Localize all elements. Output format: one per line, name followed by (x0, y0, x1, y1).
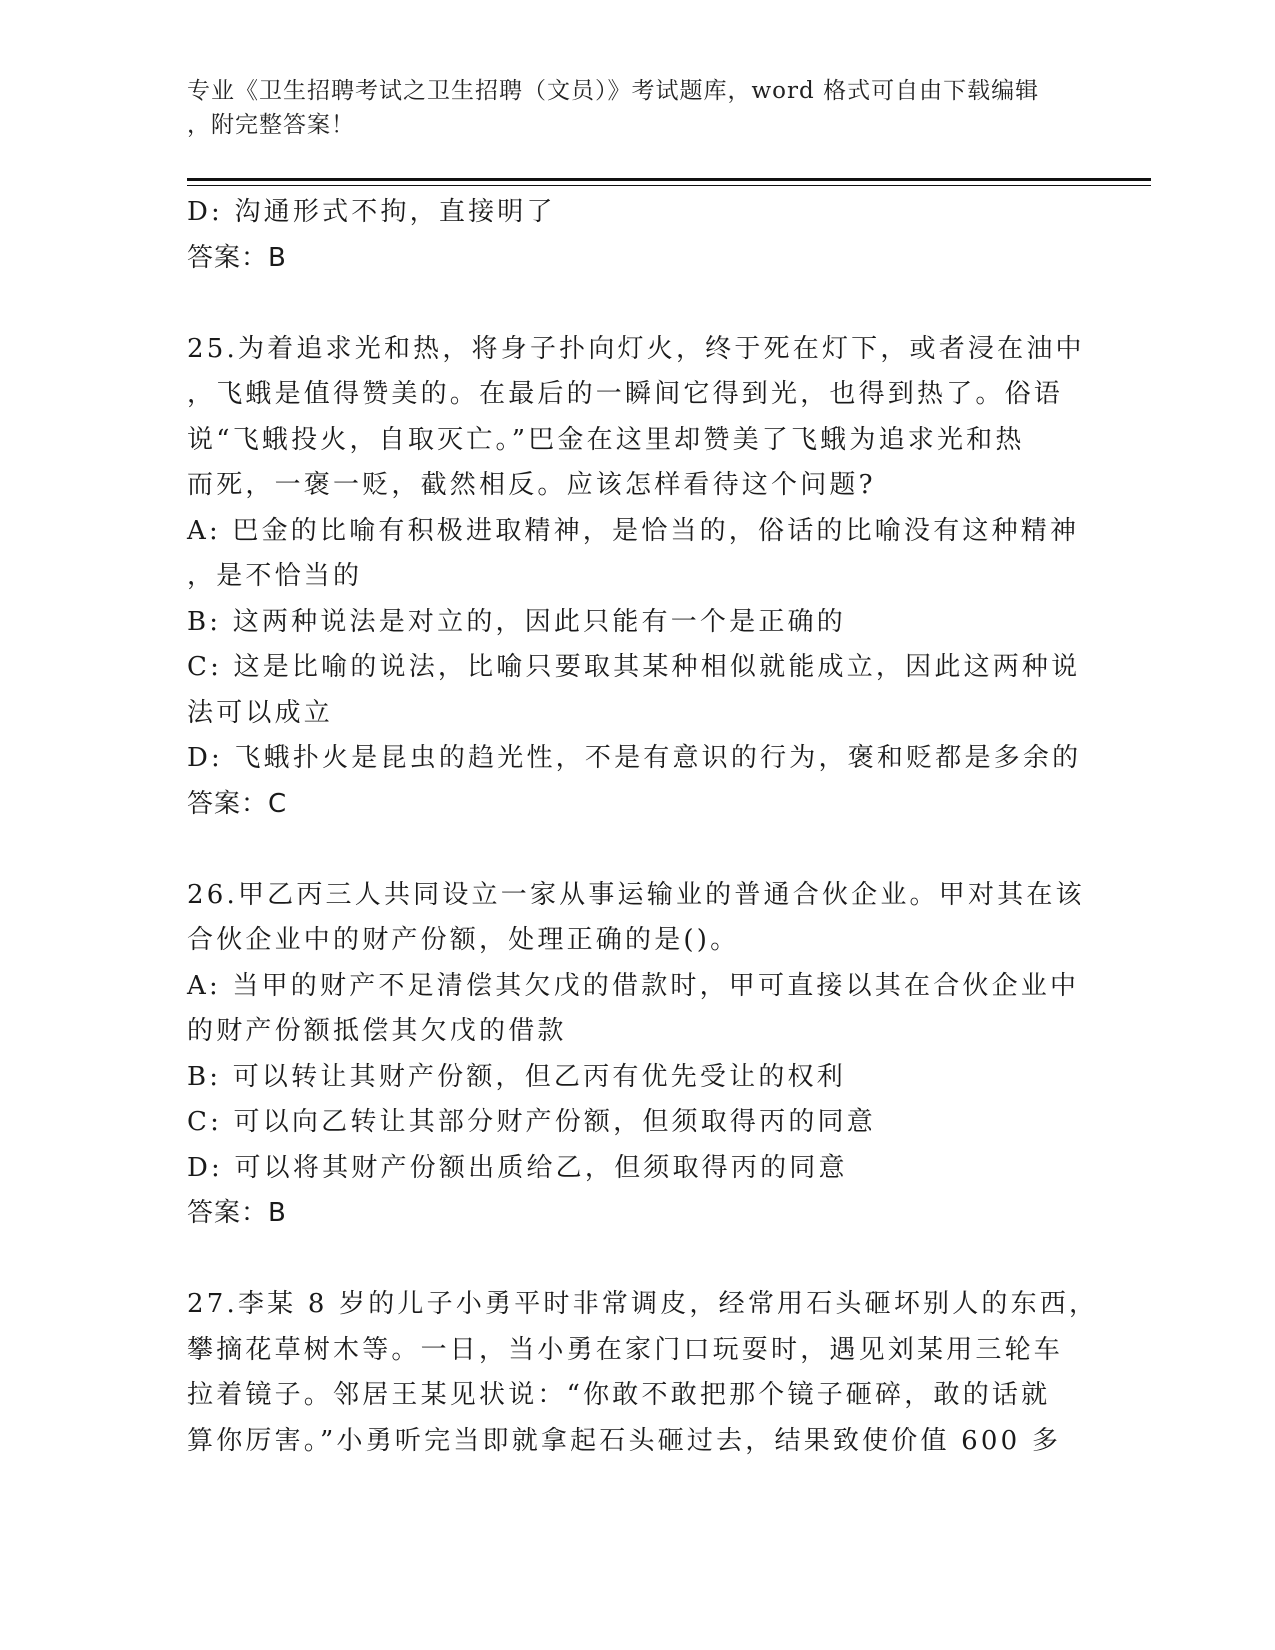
question-stem-line: 说“飞蛾投火，自取灭亡。”巴金在这里却赞美了飞蛾为追求光和热 (187, 424, 1025, 455)
option-b: B: 这两种说法是对立的，因此只能有一个是正确的 (187, 606, 846, 637)
question-stem-line: 26.甲乙丙三人共同设立一家从事运输业的普通合伙企业。甲对其在该 (187, 879, 1085, 910)
header-line-1: 专业《卫生招聘考试之卫生招聘（文员）》考试题库，word 格式可自由下载编辑 (187, 78, 1040, 104)
option-c: C: 这是比喻的说法，比喻只要取其某种相似就能成立，因此这两种说 (187, 652, 1081, 682)
question-stem-line: 27.李某 8 岁的儿子小勇平时非常调皮，经常用石头砸坏别人的东西， (187, 1289, 1099, 1319)
option-b: B: 可以转让其财产份额，但乙丙有优先受让的权利 (187, 1061, 846, 1092)
question-stem-line: 拉着镜子。邻居王某见状说：“你敢不敢把那个镜子砸碎，敢的话就 (187, 1380, 1051, 1410)
previous-question-tail (187, 190, 1087, 281)
question-stem-line: 合伙企业中的财产份额，处理正确的是()。 (187, 925, 740, 955)
question-stem-line: ，飞蛾是值得赞美的。在最后的一瞬间它得到光，也得到热了。俗语 (187, 379, 1064, 409)
question-stem-line: 25.为着追求光和热，将身子扑向灯火，终于死在灯下，或者浸在油中 (187, 333, 1085, 364)
question-stem-line: 攀摘花草树木等。一日，当小勇在家门口玩耍时，遇见刘某用三轮车 (187, 1334, 1064, 1365)
question-27 (187, 1282, 1099, 1464)
document-header (187, 74, 1067, 142)
spacer (187, 281, 1087, 327)
header-rule-thin (187, 185, 1151, 186)
answer-line: 答案：C (187, 788, 288, 819)
option-a-continued: 的财产份额抵偿其欠戊的借款 (187, 1016, 567, 1046)
question-content (187, 190, 1099, 1464)
answer-line: 答案：B (187, 242, 287, 273)
question-stem-line: 算你厉害。”小勇听完当即就拿起石头砸过去，结果致使价值 600 多 (187, 1425, 1062, 1456)
spacer (187, 827, 1087, 873)
option-d: D: 飞蛾扑火是昆虫的趋光性，不是有意识的行为，褒和贬都是多余的 (187, 743, 1082, 773)
question-stem-line: 而死，一褒一贬，截然相反。应该怎样看待这个问题? (187, 470, 876, 500)
header-rule-thick (187, 178, 1151, 181)
option-a-continued: ，是不恰当的 (187, 561, 363, 591)
option-d: D: 可以将其财产份额出质给乙，但须取得丙的同意 (187, 1152, 848, 1183)
spacer (187, 1237, 1087, 1283)
answer-line: 答案：B (187, 1198, 287, 1228)
header-line-2: ，附完整答案！ (187, 112, 355, 138)
question-26 (187, 873, 1087, 1237)
option-d: D: 沟通形式不拘，直接明了 (187, 197, 556, 227)
option-c-continued: 法可以成立 (187, 697, 334, 728)
option-a: A: 当甲的财产不足清偿其欠戊的借款时，甲可直接以其在合伙企业中 (187, 970, 1080, 1001)
question-25 (187, 327, 1087, 828)
option-c: C: 可以向乙转让其部分财产份额，但须取得丙的同意 (187, 1107, 876, 1137)
option-a: A: 巴金的比喻有积极进取精神，是恰当的，俗话的比喻没有这种精神 (187, 515, 1080, 546)
